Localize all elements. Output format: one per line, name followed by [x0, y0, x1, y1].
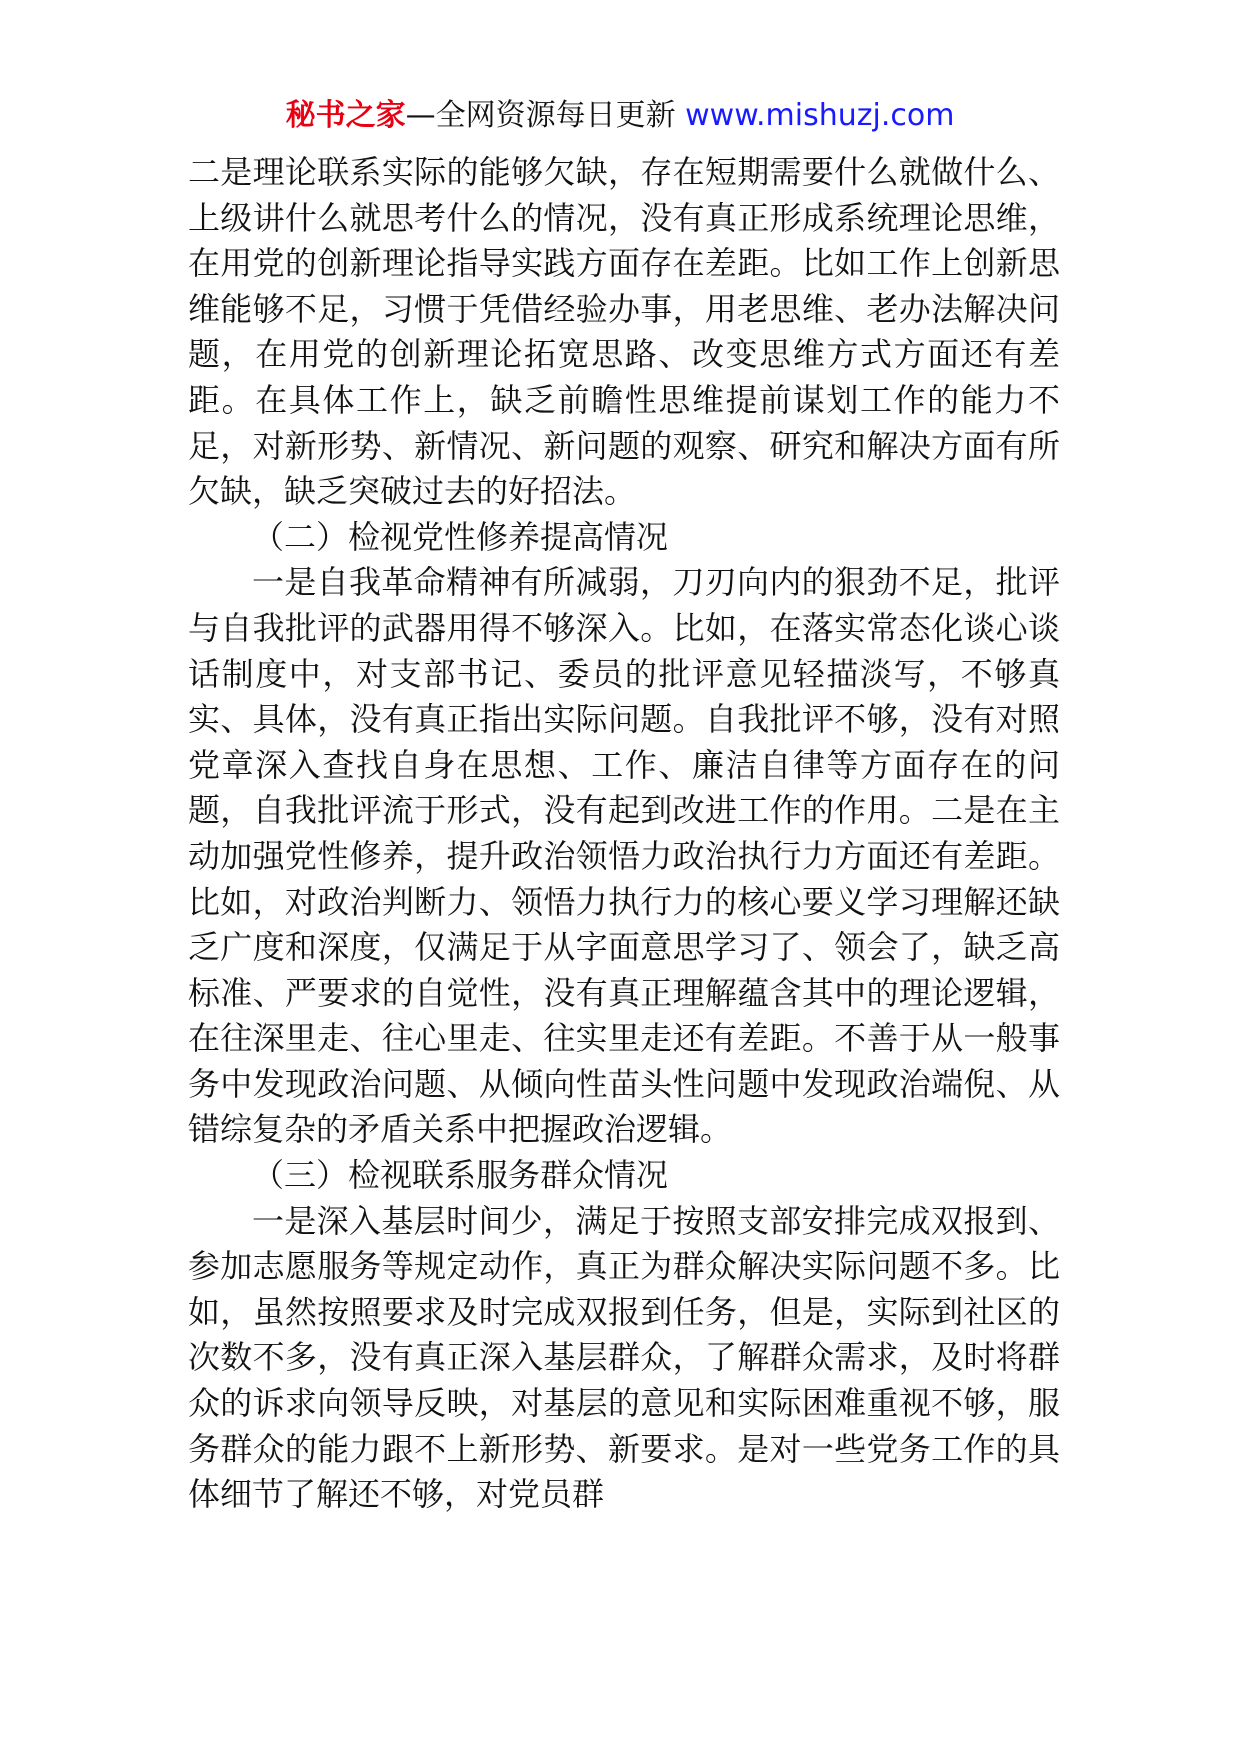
brand-name: 秘书之家: [285, 98, 406, 133]
paragraph-self-revolution: 一是自我革命精神有所减弱，刀刃向内的狠劲不足，批评与自我批评的武器用得不够深入。比如，在落实常态化谈心谈话制度中，对支部书记、委员的批评意见轻描淡写，不够真实、具体，没有真正指出实际问题。自我批评不够，没有对照党章深入查找自身在思想、工作、廉洁自律等方面存在的问题，自我批评流于形式，没有起到改进工作的作用。二是在主动加强党性修养，提升政治领悟力政治执行力方面还有差距。比如，对政治判断力、领悟力执行力的核心要义学习理解还缺乏广度和深度，仅满足于从字面意思学习了、领会了，缺乏高标准、严要求的自觉性，没有真正理解蕴含其中的理论逻辑，在往深里走、往心里走、往实里走还有差距。不善于从一般事务中发现政治问题、从倾向性苗头性问题中发现政治端倪、从错综复杂的矛盾关系中把握政治逻辑。: [188, 563, 1060, 1149]
paragraph-continued-theory: 二是理论联系实际的能够欠缺，存在短期需要什么就做什么、上级讲什么就思考什么的情况，没有真正形成系统理论思维，在用党的创新理论指导实践方面存在差距。比如工作上创新思维能够不足，习惯于凭借经验办事，用老思维、老办法解决问题，在用党的创新理论拓宽思路、改变思维方式方面还有差距。在具体工作上，缺乏前瞻性思维提前谋划工作的能力不足，对新形势、新情况、新问题的观察、研究和解决方面有所欠缺，缺乏突破过去的好招法。: [188, 153, 1060, 511]
section-heading-party-spirit: （二）检视党性修养提高情况: [252, 517, 669, 556]
website-link[interactable]: www.mishuzj.com: [685, 98, 955, 133]
section-heading-serving-masses: （三）检视联系服务群众情况: [252, 1156, 669, 1195]
header-slogan: —全网资源每日更新: [405, 98, 676, 133]
document-body: [188, 150, 1060, 1518]
page-header: [0, 96, 1240, 136]
paragraph-grassroots: 一是深入基层时间少，满足于按照支部安排完成双报到、参加志愿服务等规定动作，真正为群众解决实际问题不多。比如，虽然按照要求及时完成双报到任务，但是，实际到社区的次数不多，没有真正深入基层群众，了解群众需求，及时将群众的诉求向领导反映，对基层的意见和实际困难重视不够，服务群众的能力跟不上新形势、新要求。是对一些党务工作的具体细节了解还不够，对党员群: [188, 1201, 1060, 1514]
